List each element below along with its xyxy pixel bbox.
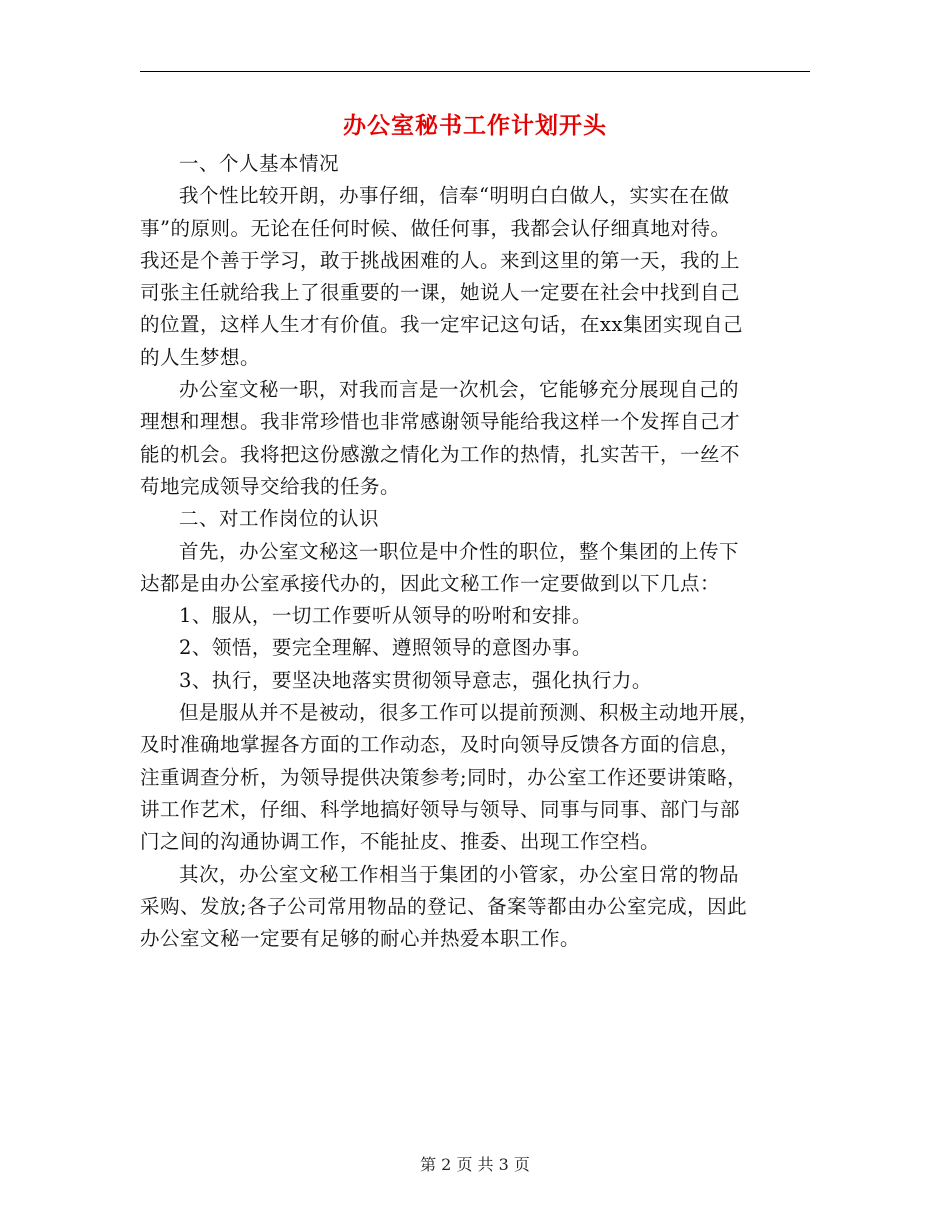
text-line: 能的机会。我将把这份感激之情化为工作的热情，扎实苦干，一丝不 (140, 442, 741, 466)
paragraph (140, 180, 820, 374)
text-line: 理想和理想。我非常珍惜也非常感谢领导能给我这样一个发挥自己才 (140, 410, 741, 434)
document-body (140, 148, 820, 955)
paragraph (140, 148, 820, 180)
text-line: 我还是个善于学习，敢于挑战困难的人。来到这里的第一天，我的上 (140, 248, 741, 272)
text-line: 达都是由办公室承接代办的，因此文秘工作一定要做到以下几点： (140, 571, 721, 595)
text-line: 二、对工作岗位的认识 (179, 507, 380, 531)
text-line: 1、服从，一切工作要听从领导的吩咐和安排。 (179, 604, 592, 628)
text-line: 事”的原则。无论在任何时候、做任何事，我都会认仔细真地对待。 (140, 216, 731, 240)
text-line: 办公室文秘一定要有足够的耐心并热爱本职工作。 (140, 927, 581, 951)
text-line: 3、执行，要坚决地落实贯彻领导意志，强化执行力。 (179, 668, 652, 692)
text-line: 的人生梦想。 (140, 345, 261, 369)
paragraph (140, 632, 820, 664)
text-line: 司张主任就给我上了很重要的一课，她说人一定要在社会中找到自己 (140, 281, 741, 305)
text-line: 及时准确地掌握各方面的工作动态，及时向领导反馈各方面的信息， (140, 733, 741, 757)
paragraph (140, 859, 820, 956)
header-rule (140, 71, 810, 72)
paragraph (140, 697, 820, 858)
paragraph (140, 374, 820, 503)
text-line: 办公室文秘一职，对我而言是一次机会，它能够充分展现自己的 (179, 378, 740, 402)
text-line: 首先，办公室文秘这一职位是中介性的职位，整个集团的上传下 (179, 539, 740, 563)
text-line: 苟地完成领导交给我的任务。 (140, 474, 401, 498)
text-line: 门之间的沟通协调工作，不能扯皮、推委、出现工作空档。 (140, 830, 661, 854)
text-line: 一、个人基本情况 (179, 152, 340, 175)
text-line: 但是服从并不是被动，很多工作可以提前预测、积极主动地开展， (179, 701, 760, 725)
page-number: 第 2 页 共 3 页 (420, 1155, 530, 1174)
text-line: 我个性比较开朗，办事仔细，信奉“明明白白做人，实实在在做 (179, 184, 730, 208)
text-line: 讲工作艺术，仔细、科学地搞好领导与领导、同事与同事、部门与部 (140, 797, 741, 821)
text-line: 的位置，这样人生才有价值。我一定牢记这句话，在xx集团实现自己 (140, 313, 743, 337)
paragraph (140, 536, 820, 601)
text-line: 注重调查分析，为领导提供决策参考;同时，办公室工作还要讲策略， (140, 765, 748, 789)
paragraph (140, 503, 820, 535)
text-line: 采购、发放;各子公司常用物品的登记、备案等都由办公室完成，因此 (140, 894, 748, 918)
paragraph (140, 600, 820, 632)
document-title: 办公室秘书工作计划开头 (343, 112, 607, 139)
paragraph (140, 665, 820, 697)
text-line: 其次，办公室文秘工作相当于集团的小管家，办公室日常的物品 (179, 862, 740, 886)
text-line: 2、领悟，要完全理解、遵照领导的意图办事。 (179, 636, 592, 660)
